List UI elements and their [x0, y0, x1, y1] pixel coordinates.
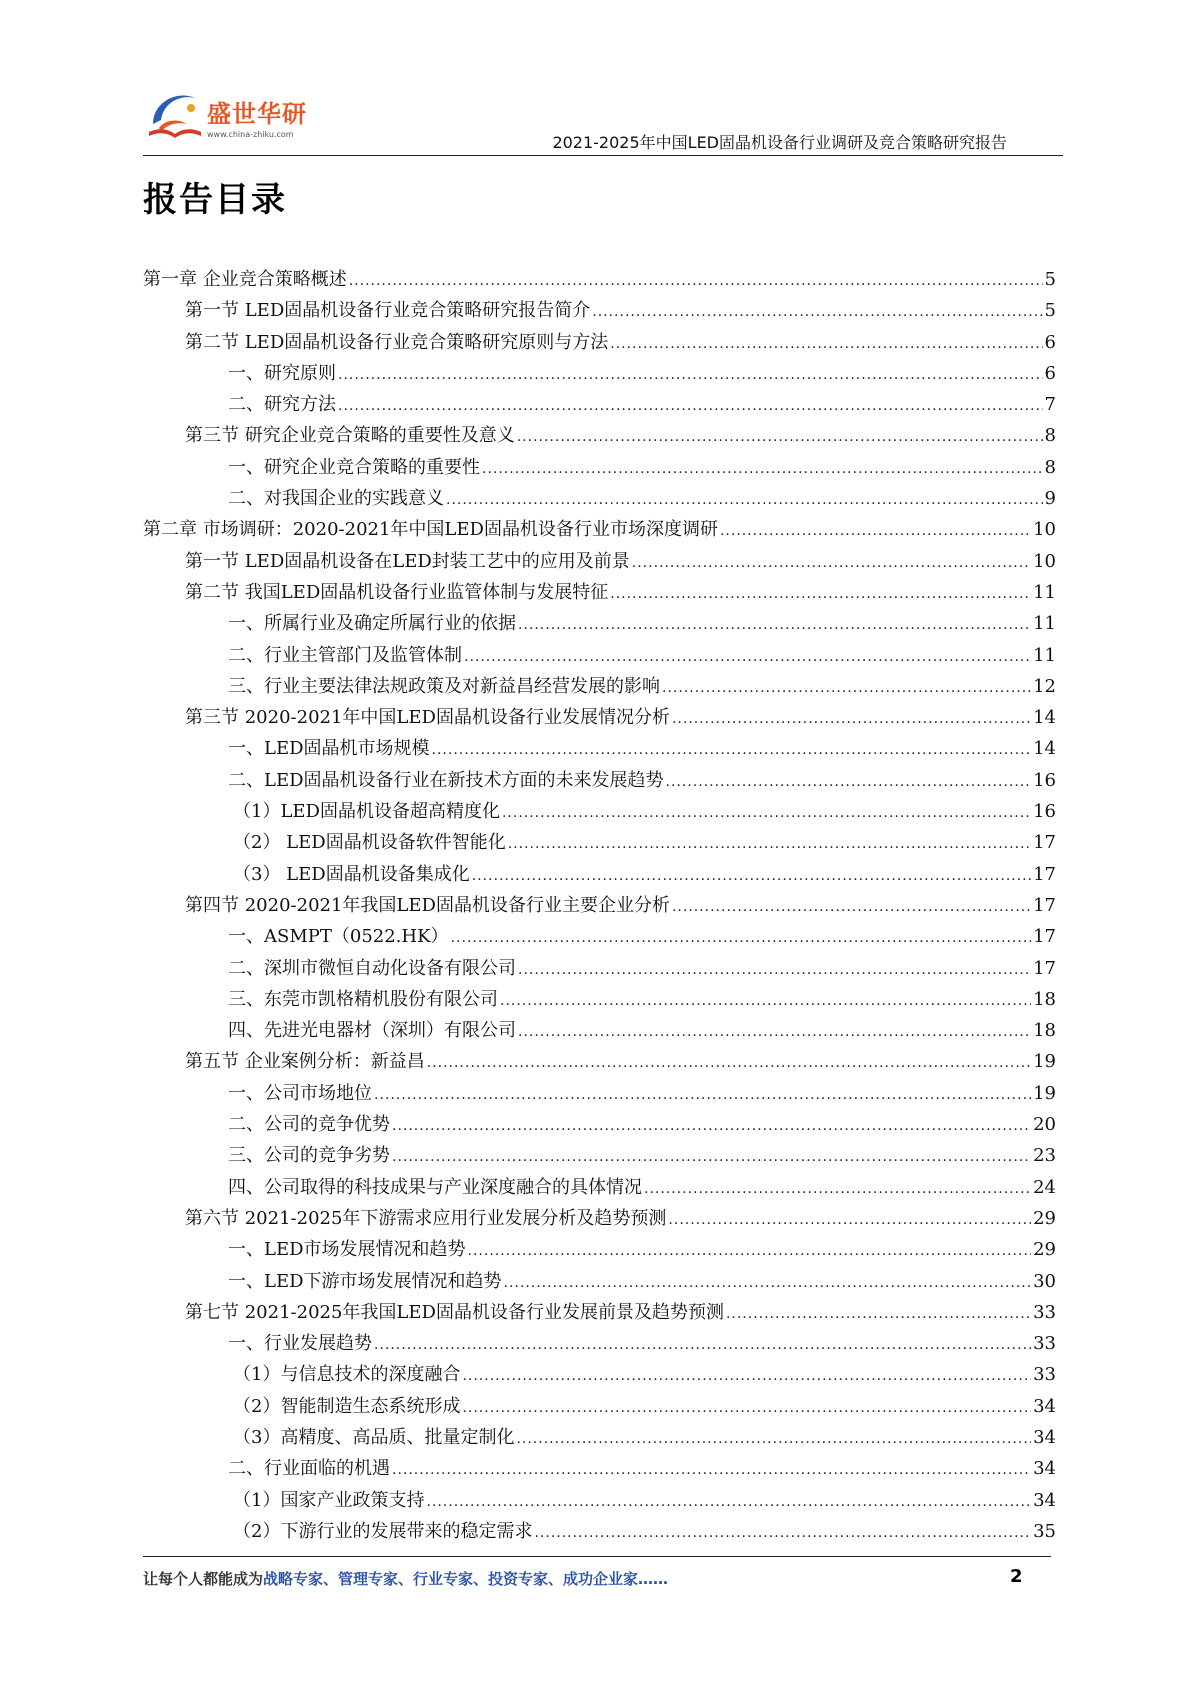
- toc-leader-dots: [338, 360, 1043, 391]
- toc-entry-page: 34: [1033, 1395, 1056, 1417]
- toc-entry-page: 6: [1044, 362, 1056, 384]
- toc-entry-page: 34: [1033, 1426, 1056, 1448]
- toc-leader-dots: [672, 704, 1031, 735]
- toc-entry[interactable]: [143, 733, 1056, 764]
- toc-entry-page: 14: [1033, 738, 1056, 760]
- toc-entry-page: 11: [1033, 644, 1056, 666]
- toc-leader-dots: [472, 861, 1031, 892]
- toc-leader-dots: [451, 923, 1032, 954]
- toc-entry-label: 第二节 LED固晶机设备行业竞合策略研究原则与方法: [185, 331, 609, 353]
- toc-leader-dots: [446, 485, 1043, 516]
- toc-entry-label: 四、公司取得的科技成果与产业深度融合的具体情况: [228, 1176, 642, 1198]
- toc-leader-dots: [610, 579, 1031, 610]
- toc-entry-page: 16: [1033, 801, 1056, 823]
- toc-entry-label: 第一节 LED固晶机设备在LED封装工艺中的应用及前景: [185, 550, 630, 572]
- toc-entry-label: （2）智能制造生态系统形成: [233, 1395, 461, 1417]
- toc-leader-dots: [462, 1361, 1031, 1392]
- toc-leader-dots: [668, 1205, 1031, 1236]
- toc-leader-dots: [349, 266, 1043, 297]
- toc-entry[interactable]: [143, 1359, 1056, 1390]
- toc-entry-page: 12: [1033, 675, 1056, 697]
- toc-entry-label: 一、研究原则: [228, 362, 336, 384]
- toc-entry-label: （3）高精度、高品质、批量定制化: [233, 1426, 515, 1448]
- toc-entry-label: 第二节 我国LED固晶机设备行业监管体制与发展特征: [185, 581, 609, 603]
- toc-entry-label: （3） LED固晶机设备集成化: [233, 863, 470, 885]
- toc-entry-label: 一、研究企业竞合策略的重要性: [228, 456, 480, 478]
- toc-entry-label: （1）LED固晶机设备超高精度化: [233, 801, 500, 823]
- toc-entry-label: 二、行业面临的机遇: [228, 1458, 390, 1480]
- toc-entry[interactable]: [143, 1391, 1056, 1422]
- toc-entry-page: 18: [1033, 1020, 1056, 1042]
- toc-leader-dots: [338, 391, 1043, 422]
- toc-leader-dots: [518, 610, 1031, 641]
- toc-entry[interactable]: [143, 953, 1056, 984]
- toc-entry[interactable]: [143, 1109, 1056, 1140]
- toc-entry[interactable]: [143, 765, 1056, 796]
- toc-leader-dots: [464, 642, 1031, 673]
- toc-entry-page: 33: [1033, 1333, 1056, 1355]
- toc-entry-label: 二、LED固晶机设备行业在新技术方面的未来发展趋势: [228, 769, 664, 791]
- toc-entry-label: （1）与信息技术的深度融合: [233, 1364, 461, 1386]
- toc-entry[interactable]: [143, 483, 1056, 514]
- toc-entry-label: 一、LED市场发展情况和趋势: [228, 1239, 466, 1261]
- toc-entry[interactable]: [143, 1297, 1056, 1328]
- toc-entry-label: 一、LED固晶机市场规模: [228, 738, 430, 760]
- toc-leader-dots: [672, 892, 1031, 923]
- logo-url: www.china-zhiku.com: [207, 130, 294, 139]
- toc-entry-page: 19: [1033, 1051, 1056, 1073]
- logo-name: 盛世华研: [207, 100, 307, 128]
- toc-entry-label: 二、公司的竞争优势: [228, 1114, 390, 1136]
- toc-entry-page: 23: [1033, 1145, 1056, 1167]
- toc-leader-dots: [610, 329, 1042, 360]
- toc-entry[interactable]: [143, 295, 1056, 326]
- toc-entry[interactable]: [143, 890, 1056, 921]
- toc-entry-label: 一、行业发展趋势: [228, 1333, 372, 1355]
- toc-entry[interactable]: [143, 608, 1056, 639]
- toc-entry[interactable]: [143, 452, 1056, 483]
- toc-entry[interactable]: [143, 420, 1056, 451]
- toc-entry[interactable]: [143, 1078, 1056, 1109]
- toc-leader-dots: [374, 1080, 1031, 1111]
- page-title: 报告目录: [143, 180, 287, 220]
- page-number: 2: [1010, 1566, 1023, 1587]
- page-header: [143, 78, 1063, 158]
- toc-leader-dots: [374, 1330, 1031, 1361]
- toc-leader-dots: [392, 1111, 1031, 1142]
- toc-entry[interactable]: [143, 1172, 1056, 1203]
- toc-entry-page: 8: [1044, 456, 1056, 478]
- toc-entry-page: 11: [1033, 581, 1056, 603]
- toc-entry-label: （2） LED固晶机设备软件智能化: [233, 832, 506, 854]
- toc-leader-dots: [482, 454, 1043, 485]
- toc-entry[interactable]: [143, 859, 1056, 890]
- toc-entry-label: 一、公司市场地位: [228, 1082, 372, 1104]
- toc-entry-label: 第四节 2020-2021年我国LED固晶机设备行业主要企业分析: [185, 894, 670, 916]
- toc-entry-page: 29: [1033, 1239, 1056, 1261]
- toc-entry[interactable]: [143, 1516, 1056, 1547]
- table-of-contents: [143, 264, 1056, 1547]
- toc-entry-page: 11: [1033, 613, 1056, 635]
- toc-entry[interactable]: [143, 389, 1056, 420]
- logo-mark-icon: [143, 84, 207, 148]
- toc-entry[interactable]: [143, 1234, 1056, 1265]
- toc-leader-dots: [518, 1017, 1031, 1048]
- toc-entry[interactable]: [143, 640, 1056, 671]
- toc-entry-page: 20: [1033, 1114, 1056, 1136]
- toc-entry-page: 9: [1044, 488, 1056, 510]
- toc-entry[interactable]: [143, 1328, 1056, 1359]
- toc-entry-label: 三、公司的竞争劣势: [228, 1145, 390, 1167]
- toc-entry-page: 10: [1033, 550, 1056, 572]
- toc-entry-label: 第二章 市场调研：2020-2021年中国LED固晶机设备行业市场深度调研: [143, 519, 718, 541]
- toc-entry[interactable]: [143, 546, 1056, 577]
- toc-entry[interactable]: [143, 1046, 1056, 1077]
- toc-entry-page: 5: [1044, 300, 1056, 322]
- toc-entry-label: （2）下游行业的发展带来的稳定需求: [233, 1520, 533, 1542]
- toc-leader-dots: [504, 1268, 1032, 1299]
- toc-entry-page: 16: [1033, 769, 1056, 791]
- footer-slogan-highlight: 战略专家、管理专家、行业专家、投资专家、成功企业家……: [263, 1570, 669, 1588]
- footer-slogan-prefix: 让每个人都能成为: [143, 1570, 264, 1588]
- toc-leader-dots: [427, 1048, 1031, 1079]
- toc-entry[interactable]: [143, 1485, 1056, 1516]
- toc-leader-dots: [720, 516, 1031, 547]
- toc-leader-dots: [534, 1518, 1031, 1549]
- toc-entry[interactable]: [143, 984, 1056, 1015]
- toc-entry-label: 二、对我国企业的实践意义: [228, 488, 444, 510]
- toc-entry[interactable]: [143, 921, 1056, 952]
- toc-entry-page: 8: [1044, 425, 1056, 447]
- toc-entry[interactable]: [143, 577, 1056, 608]
- toc-leader-dots: [502, 798, 1031, 829]
- toc-entry[interactable]: [143, 1015, 1056, 1046]
- toc-leader-dots: [666, 767, 1032, 798]
- toc-entry[interactable]: [143, 358, 1056, 389]
- footer-slogan: [143, 1568, 668, 1589]
- toc-entry[interactable]: [143, 264, 1056, 295]
- toc-entry-label: 三、行业主要法律法规政策及对新益昌经营发展的影响: [228, 675, 660, 697]
- toc-leader-dots: [644, 1174, 1031, 1205]
- toc-entry-page: 19: [1033, 1082, 1056, 1104]
- toc-entry-page: 17: [1033, 863, 1056, 885]
- toc-entry[interactable]: [143, 796, 1056, 827]
- toc-entry-label: 第一章 企业竞合策略概述: [143, 269, 347, 290]
- toc-entry-page: 14: [1033, 707, 1056, 729]
- toc-entry-label: 第三节 2020-2021年中国LED固晶机设备行业发展情况分析: [185, 707, 670, 729]
- toc-entry-page: 18: [1033, 988, 1056, 1010]
- toc-entry-page: 5: [1044, 269, 1056, 290]
- toc-entry-page: 34: [1033, 1489, 1056, 1511]
- toc-entry[interactable]: [143, 1266, 1056, 1297]
- toc-entry-label: 一、LED下游市场发展情况和趋势: [228, 1270, 502, 1292]
- toc-entry-page: 10: [1033, 519, 1056, 541]
- toc-entry-label: （1）国家产业政策支持: [233, 1489, 425, 1511]
- toc-entry-label: 第六节 2021-2025年下游需求应用行业发展分析及趋势预测: [185, 1207, 667, 1229]
- toc-entry-page: 6: [1044, 331, 1056, 353]
- toc-leader-dots: [516, 1424, 1031, 1455]
- toc-entry-page: 17: [1033, 957, 1056, 979]
- toc-entry[interactable]: [143, 1422, 1056, 1453]
- header-divider: [143, 155, 1063, 156]
- toc-entry[interactable]: [143, 702, 1056, 733]
- toc-entry-label: 四、先进光电器材（深圳）有限公司: [228, 1020, 516, 1042]
- toc-entry-label: 一、ASMPT（0522.HK）: [228, 926, 449, 948]
- toc-entry[interactable]: [143, 1140, 1056, 1171]
- toc-leader-dots: [518, 955, 1031, 986]
- toc-entry[interactable]: [143, 1453, 1056, 1484]
- toc-entry-label: 二、深圳市微恒自动化设备有限公司: [228, 957, 516, 979]
- toc-entry-label: 一、所属行业及确定所属行业的依据: [228, 613, 516, 635]
- toc-entry[interactable]: [143, 327, 1056, 358]
- footer-divider: [143, 1556, 1051, 1557]
- toc-entry-page: 33: [1033, 1364, 1056, 1386]
- toc-leader-dots: [462, 1393, 1031, 1424]
- toc-entry-page: 35: [1033, 1520, 1056, 1542]
- toc-entry-page: 33: [1033, 1301, 1056, 1323]
- toc-entry-page: 34: [1033, 1458, 1056, 1480]
- toc-entry[interactable]: [143, 827, 1056, 858]
- company-logo: [143, 84, 313, 148]
- toc-leader-dots: [726, 1299, 1031, 1330]
- toc-leader-dots: [592, 297, 1042, 328]
- toc-leader-dots: [426, 1487, 1031, 1518]
- toc-leader-dots: [517, 422, 1043, 453]
- toc-entry-page: 7: [1044, 394, 1056, 416]
- toc-entry-label: 第五节 企业案例分析：新益昌: [185, 1051, 425, 1073]
- toc-entry-page: 17: [1033, 926, 1056, 948]
- toc-leader-dots: [662, 673, 1031, 704]
- toc-entry-label: 二、研究方法: [228, 394, 336, 416]
- toc-entry-page: 17: [1033, 832, 1056, 854]
- toc-entry-label: 第一节 LED固晶机设备行业竞合策略研究报告简介: [185, 300, 591, 322]
- toc-leader-dots: [392, 1142, 1031, 1173]
- toc-entry-label: 三、东莞市凯格精机股份有限公司: [228, 988, 498, 1010]
- toc-leader-dots: [432, 735, 1032, 766]
- toc-entry-label: 二、行业主管部门及监管体制: [228, 644, 462, 666]
- toc-leader-dots: [508, 829, 1031, 860]
- report-title: 2021-2025年中国LED固晶机设备行业调研及竞合策略研究报告: [552, 133, 1007, 152]
- toc-leader-dots: [468, 1236, 1032, 1267]
- toc-entry[interactable]: [143, 514, 1056, 545]
- toc-leader-dots: [392, 1455, 1031, 1486]
- toc-entry-page: 17: [1033, 894, 1056, 916]
- toc-entry-page: 24: [1033, 1176, 1056, 1198]
- toc-entry-page: 30: [1033, 1270, 1056, 1292]
- toc-entry-page: 29: [1033, 1207, 1056, 1229]
- toc-entry[interactable]: [143, 671, 1056, 702]
- toc-entry-label: 第三节 研究企业竞合策略的重要性及意义: [185, 425, 515, 447]
- toc-leader-dots: [500, 986, 1031, 1017]
- toc-entry-label: 第七节 2021-2025年我国LED固晶机设备行业发展前景及趋势预测: [185, 1301, 724, 1323]
- toc-entry[interactable]: [143, 1203, 1056, 1234]
- toc-leader-dots: [632, 548, 1031, 579]
